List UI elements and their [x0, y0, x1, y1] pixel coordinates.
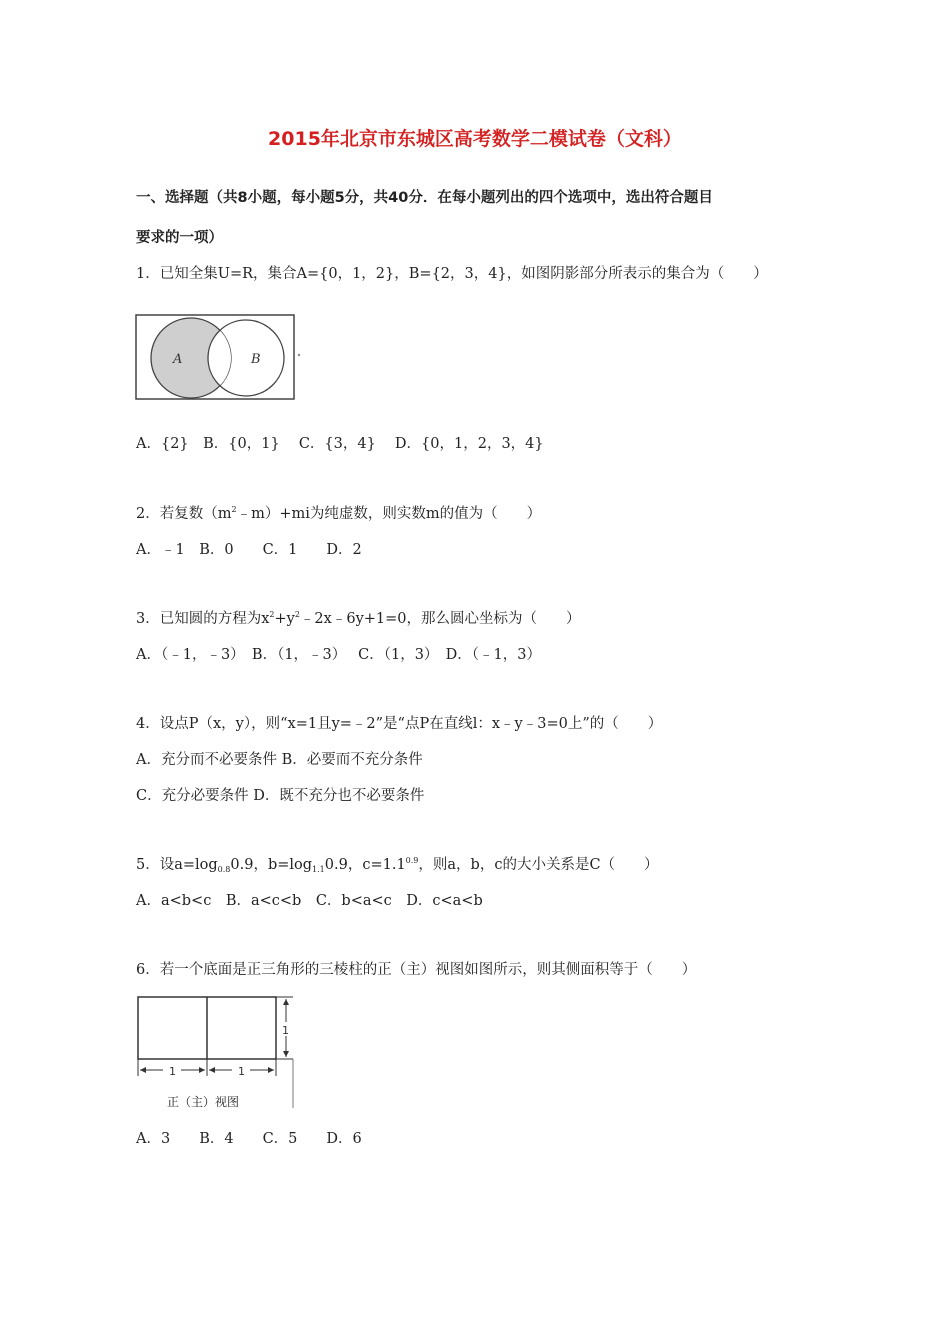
- section-heading-line2: 要求的一项）: [136, 230, 223, 246]
- q1-stem: 1．已知全集U=R，集合A={0，1，2}，B={2，3，4}，如图阴影部分所表示的集合为（ ）: [136, 266, 768, 282]
- venn-label-a: A: [173, 352, 183, 367]
- dim-label-left: 1: [169, 1065, 176, 1078]
- q5-stem: 5．设$a=\log_{0.8}0.9$，$b=\log_{1.1}0.9$，$c=1.1^{0.9}$，则a，b，c的大小关系是C（ ）: [136, 856, 659, 874]
- q2-stem: 2．若复数$(m^2﹣m)+mi$为纯虚数，则实数m的值为（ ）: [136, 505, 542, 522]
- front-view-caption: 正（主）视图: [167, 1095, 240, 1109]
- q4-options-line2: C．充分必要条件 D．既不充分也不必要条件: [136, 788, 425, 804]
- page-title: 2015年北京市东城区高考数学二模试卷（文科）: [268, 128, 682, 150]
- venn-label-b: B: [251, 352, 261, 367]
- q3-stem: 3．已知圆的方程为$x^2+y^2﹣2x﹣6y+1=0$，那么圆心坐标为（ ）: [136, 610, 581, 627]
- venn-diagram: [135, 314, 303, 402]
- front-view-figure: [135, 994, 297, 1112]
- q2-options: A．﹣1 B．0 C．1 D．2: [136, 542, 362, 558]
- q1-options: A．{2} B．{0，1} C．{3，4} D．{0，1，2，3，4}: [136, 436, 544, 452]
- q3-options: A．（﹣1，﹣3） B．（1，﹣3） C．（1，3） D．（﹣1，3）: [136, 647, 542, 663]
- q4-options-line1: A．充分而不必要条件 B．必要而不充分条件: [136, 752, 423, 768]
- section-heading-line1: 一、选择题（共8小题，每小题5分，共40分．在每小题列出的四个选项中，选出符合题目: [136, 190, 713, 206]
- dim-label-height: 1: [282, 1024, 289, 1037]
- q5-options: A．a<b<c B．a<c<b C．b<a<c D．c<a<b: [136, 893, 483, 909]
- q4-stem: 4．设点P（x，y），则“x=1且y=﹣2”是“点P在直线l：x﹣y﹣3=0上”的（ ）: [136, 716, 663, 732]
- q6-stem: 6．若一个底面是正三角形的三棱柱的正（主）视图如图所示，则其侧面积等于（ ）: [136, 962, 697, 978]
- dim-label-right: 1: [238, 1065, 245, 1078]
- q6-options: A．3 B．4 C．5 D．6: [136, 1131, 362, 1147]
